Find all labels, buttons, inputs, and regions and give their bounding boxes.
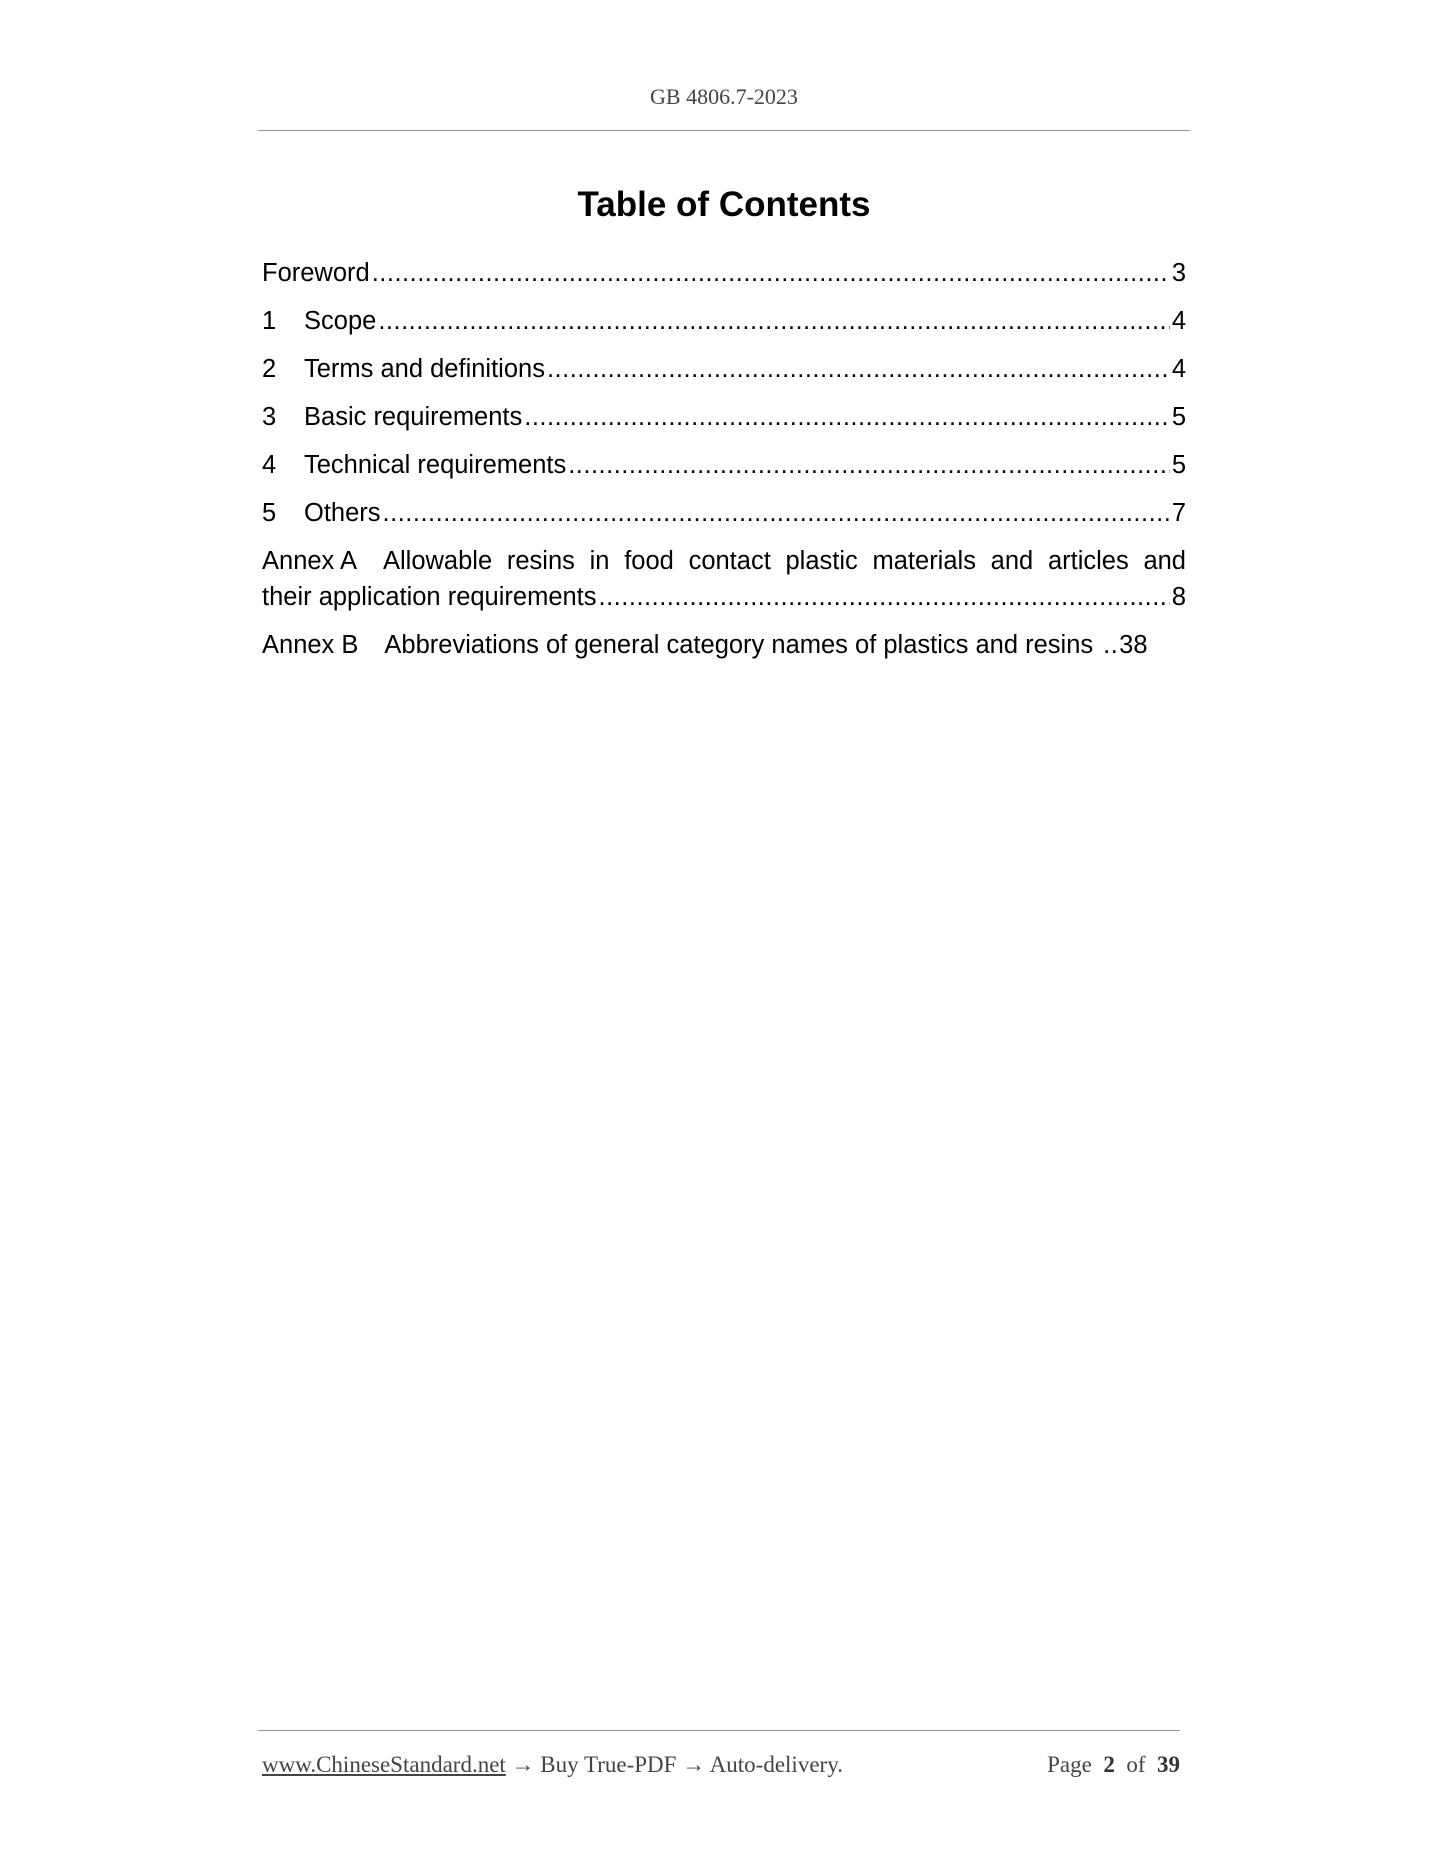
- toc-entry-page: 5: [1171, 451, 1186, 479]
- toc-entry-label: Others: [304, 499, 381, 527]
- toc-entry-label: Foreword: [262, 259, 370, 287]
- toc-leader-dots: [547, 351, 1170, 387]
- of-word: of: [1126, 1752, 1146, 1777]
- toc-leader-dots: [599, 579, 1170, 615]
- toc-entry-label: Basic requirements: [304, 403, 523, 431]
- annex-a-word: in: [589, 547, 610, 575]
- toc-entry-technical-requirements[interactable]: [262, 447, 1186, 495]
- annex-a-label: Annex A: [262, 547, 357, 575]
- toc-entry-page: 4: [1171, 355, 1186, 383]
- toc-entry-annex-b[interactable]: [262, 627, 1186, 675]
- toc-entry-label: Technical requirements: [304, 451, 567, 479]
- annex-a-first-line: [262, 543, 1186, 579]
- site-link[interactable]: www.ChineseStandard.net: [262, 1752, 506, 1777]
- toc-entry-page: 5: [1171, 403, 1186, 431]
- annex-a-word: and: [1143, 547, 1186, 575]
- toc-entry-page: 8: [1171, 583, 1186, 611]
- document-header: GB 4806.7-2023: [650, 84, 798, 109]
- header-divider: [258, 130, 1190, 131]
- annex-a-word: and: [990, 547, 1034, 575]
- page-word: Page: [1047, 1752, 1092, 1777]
- toc-leader-dots: [1103, 627, 1117, 663]
- annex-a-word: plastic: [785, 547, 858, 575]
- footer-divider: [258, 1730, 1180, 1731]
- buy-text: Buy True-PDF: [540, 1752, 677, 1777]
- toc-entry-page: 3: [1171, 259, 1186, 287]
- toc-title: Table of Contents: [577, 185, 871, 224]
- toc-entry-number: 2: [262, 355, 277, 383]
- annex-a-word: contact: [688, 547, 771, 575]
- toc-entry-number: 3: [262, 403, 277, 431]
- toc-entry-number: 5: [262, 499, 277, 527]
- page-footer: [262, 1752, 1180, 1778]
- toc-entry-basic-requirements[interactable]: [262, 399, 1186, 447]
- annex-a-word: materials: [872, 547, 976, 575]
- arrow-right-icon: →: [682, 1752, 706, 1777]
- current-page-number: 2: [1103, 1752, 1115, 1777]
- annex-a-word: resins: [506, 547, 575, 575]
- toc-entry-number: 4: [262, 451, 277, 479]
- toc-entry-label: Terms and definitions: [304, 355, 545, 383]
- toc-entry-page: 38: [1119, 631, 1148, 659]
- annex-a-word: articles: [1047, 547, 1129, 575]
- annex-a-title-words: [383, 543, 1186, 579]
- toc-leader-dots: [524, 399, 1170, 435]
- toc-entry-others[interactable]: [262, 495, 1186, 543]
- toc-leader-dots: [378, 303, 1170, 339]
- annex-a-title-continued: their application requirements: [262, 583, 597, 611]
- total-page-count: 39: [1157, 1752, 1180, 1777]
- annex-b-label: Annex B: [262, 631, 359, 659]
- delivery-text: Auto-delivery.: [709, 1752, 843, 1777]
- toc-entry-scope[interactable]: [262, 303, 1186, 351]
- toc-leader-dots: [383, 495, 1170, 531]
- annex-a-word: Allowable: [383, 547, 493, 575]
- toc-entry-page: 7: [1171, 499, 1186, 527]
- toc-entry-terms-and-definitions[interactable]: [262, 351, 1186, 399]
- toc-entry-number: 1: [262, 307, 277, 335]
- toc-entry-page: 4: [1171, 307, 1186, 335]
- annex-a-second-line: [262, 579, 1186, 615]
- page-indicator: [1047, 1752, 1180, 1778]
- toc-leader-dots: [568, 447, 1170, 483]
- toc-entry-annex-a[interactable]: [262, 543, 1186, 615]
- toc-entry-foreword[interactable]: [262, 255, 1186, 303]
- toc-leader-dots: [372, 255, 1170, 291]
- toc-entry-label: Scope: [304, 307, 377, 335]
- footer-promo: [262, 1752, 843, 1778]
- annex-b-title: Abbreviations of general category names of plastics and resins: [384, 631, 1094, 659]
- table-of-contents: [262, 255, 1186, 675]
- annex-a-word: food: [624, 547, 674, 575]
- arrow-right-icon: →: [511, 1752, 535, 1777]
